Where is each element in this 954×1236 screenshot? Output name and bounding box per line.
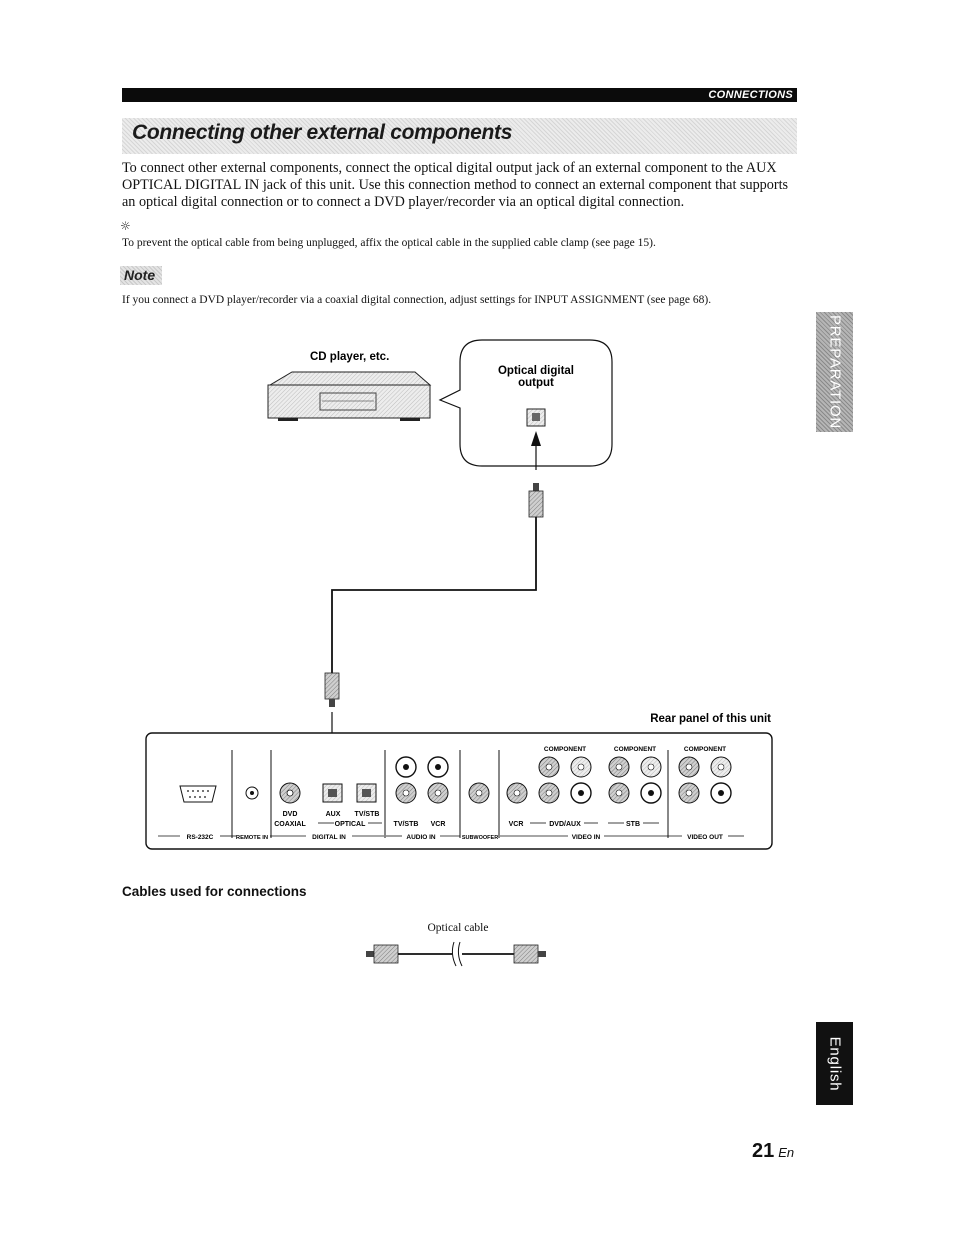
- video-out-label: VIDEO OUT: [687, 834, 723, 841]
- rear-panel-label: Rear panel of this unit: [650, 713, 771, 725]
- tvstb-audio-label: TV/STB: [393, 821, 419, 828]
- optical-cable-path: [325, 483, 543, 775]
- vcr-video-label: VCR: [508, 821, 524, 828]
- page-lang: En: [778, 1145, 795, 1160]
- component-label-1: COMPONENT: [543, 746, 587, 753]
- rear-panel: [146, 733, 772, 849]
- intro-paragraph: To connect other external components, connect the optical digital output jack of an external component to the AUX OPTICAL DIGITAL IN jack of this unit. Use this connection method to connect an external component that supports an optical digital connection or to connect a DVD player/recorder via an optical digital connection.: [122, 160, 789, 210]
- audio-in-label: AUDIO IN: [406, 834, 436, 841]
- tip-text: To prevent the optical cable from being unplugged, affix the optical cable in the supplied cable clamp (see page 15).: [122, 237, 656, 249]
- dvd-aux-label: DVD/AUX: [549, 821, 581, 828]
- component-label-3: COMPONENT: [683, 746, 727, 753]
- optical-output-callout: [440, 340, 612, 470]
- optical-label: OPTICAL: [334, 821, 366, 828]
- dvd-label: DVD: [282, 811, 298, 818]
- cd-player-illustration: [268, 372, 430, 421]
- stb-label: STB: [626, 821, 640, 828]
- rs232c-label: RS-232C: [186, 834, 214, 841]
- callout-line2: output: [518, 377, 554, 389]
- optical-cable-label: Optical cable: [427, 922, 489, 934]
- preparation-tab-label: PREPARATION: [826, 314, 843, 430]
- coaxial-jack: [280, 783, 300, 803]
- digital-in-label: DIGITAL IN: [312, 834, 346, 841]
- component-label-2: COMPONENT: [613, 746, 657, 753]
- english-tab-label: English: [826, 1036, 843, 1091]
- subwoofer-jack: [469, 783, 489, 803]
- page-number: [752, 1140, 794, 1163]
- page-number-value: 21: [752, 1140, 775, 1162]
- page-title: Connecting other external components: [132, 121, 513, 144]
- light-bulb-icon: ☼: [120, 219, 131, 233]
- callout-line1: Optical digital: [497, 365, 575, 377]
- rs232c-port: [180, 786, 216, 802]
- tvstb-optical-jack: [357, 784, 376, 802]
- tvstb-optical-label: TV/STB: [354, 811, 380, 818]
- note-label: Note: [124, 267, 156, 283]
- section-header-label: CONNECTIONS: [708, 89, 793, 101]
- video-in-label: VIDEO IN: [571, 834, 601, 841]
- subwoofer-label: SUBWOOFER: [461, 835, 499, 841]
- cables-heading: Cables used for connections: [122, 884, 307, 899]
- aux-label: AUX: [325, 811, 341, 818]
- note-text: If you connect a DVD player/recorder via a coaxial digital connection, adjust settings for INPUT ASSIGNMENT (see page 68).: [122, 294, 712, 306]
- aux-optical-jack: [323, 784, 342, 802]
- optical-cable-illustration: [366, 942, 546, 966]
- cd-player-label: CD player, etc.: [310, 351, 390, 363]
- vcr-audio-label: VCR: [430, 821, 446, 828]
- remote-in-label: REMOTE IN: [235, 835, 269, 841]
- coaxial-label: COAXIAL: [274, 821, 306, 828]
